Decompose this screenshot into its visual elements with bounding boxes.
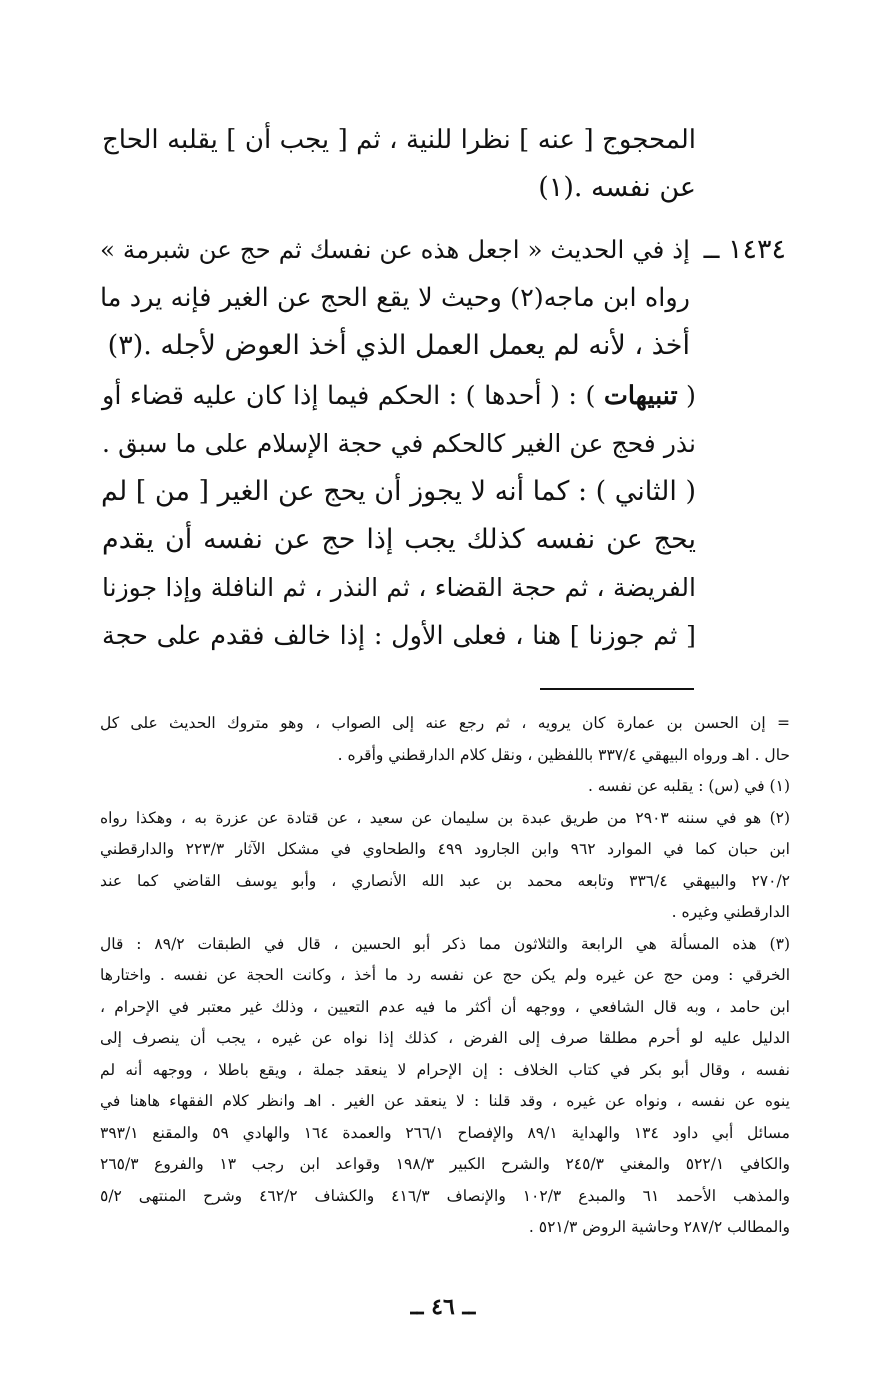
footnote-line: والمطالب ٢٨٧/٢ وحاشية الروض ٥٢١/٣ . [528, 1218, 790, 1236]
footnote-line: ينوه عن نفسه ، ونواه عن غيره ، وقد قلنا : لا ينعقد عن الغير . اهـ وانظر كلام الفقهاء هاهنا في [100, 1092, 790, 1110]
footnote-2 [100, 803, 790, 929]
footnote-continuation [100, 708, 790, 771]
footnote-line: = إن الحسن بن عمارة كان يرويه ، ثم رجع عنه إلى الصواب ، وهو متروك الحديث على كل [100, 714, 790, 732]
footnote-line: الدارقطني وغيره . [671, 903, 790, 921]
notes-heading: تنبيهات [603, 381, 678, 411]
footnote-separator [540, 688, 694, 690]
footnote-line: (٣) هذه المسألة هي الرابعة والثلاثون مما ذكر أبو الحسين ، قال في الطبقات ٨٩/٢ : قال [100, 934, 790, 953]
notes-paragraph [102, 372, 696, 660]
notes-first-line: ( أحدها ) : الحكم فيما إذا كان عليه قضاء أو [102, 381, 560, 411]
entry-body [100, 226, 690, 370]
footnote-1 [100, 771, 790, 803]
text-line: الفريضة ، ثم حجة القضاء ، ثم النذر ، ثم النافلة وإذا جوزنا [102, 573, 696, 602]
footnote-line: ابن حامد ، وبه قال الشافعي ، ووجهه أن أكثر ما فيه عدم التعيين ، وذلك غير معتبر في الإحرام ، [100, 997, 790, 1016]
text-line: أخذ ، لأنه لم يعمل العمل الذي أخذ العوض لأجله .(٣) [107, 330, 690, 361]
text-line: رواه ابن ماجه(٢) وحيث لا يقع الحج عن الغير فإنه يرد ما [100, 283, 690, 313]
footnote-line: نفسه ، وقال أبو بكر في كتاب الخلاف : إن الإحرام لا ينعقد جملة ، ويقع باطلا ، ووجهه أنه لم [100, 1060, 790, 1079]
footnote-line: ابن حبان كما في الموارد ٩٦٢ وابن الجارود ٤٩٩ والطحاوي في مشكل الآثار ٢٢٣/٣ والدارقطني [100, 840, 790, 858]
text-line: [ ثم جوزنا ] هنا ، فعلى الأول : إذا خالف فقدم على حجة [102, 621, 696, 651]
footnote-3 [100, 929, 790, 1244]
footnote-line: والكافي ٥٢٢/١ والمغني ٢٤٥/٣ والشرح الكبير ١٩٨/٣ وقواعد ابن رجب ١٣ والفروع ٢٦٥/٣ [100, 1155, 790, 1173]
footnote-line: الدليل عليه لو أحرم مطلقا صرف إلى الفرض ، كذلك إذا نواه عن غيره ، يجب أن ينصرف إلى [100, 1029, 790, 1047]
text-line: المحجوج [ عنه ] نظرا للنية ، ثم [ يجب أن ] يقلبه الحاج [102, 125, 696, 155]
text-line: ( تنبيهات ) : ( أحدها ) : الحكم فيما إذا كان عليه قضاء أو [102, 381, 697, 411]
text-line: يحج عن نفسه كذلك يجب إذا حج عن نفسه أن يقدم [102, 524, 696, 555]
footnote-line: حال . اهـ ورواه البيهقي ٣٣٧/٤ باللفظين ، ونقل كلام الدارقطني وأقره . [337, 745, 790, 764]
numbered-entry [100, 226, 786, 370]
text-line: نذر فحج عن الغير كالحكم في حجة الإسلام على ما سبق . [102, 429, 696, 458]
text-line: إذ في الحديث « اجعل هذه عن نفسك ثم حج عن شبرمة » [100, 235, 690, 264]
text-line: عن نفسه .(١) [538, 172, 696, 203]
page-number: ــ ٤٦ ــ [410, 1294, 476, 1320]
footnote-line: والمذهب الأحمد ٦١ والمبدع ١٠٢/٣ والإنصاف ٤١٦/٣ والكشاف ٤٦٢/٢ وشرح المنتهى ٥/٢ [100, 1186, 790, 1205]
entry-number: ١٤٣٤ ــ [703, 234, 786, 265]
footnote-line: الخرقي : ومن حج عن غيره ولم يكن حج عن نفسه رد ما أخذ ، وكانت الحجة عن نفسه . واختارها [100, 966, 790, 984]
footnote-line: (١) في (س) : يقلبه عن نفسه . [587, 777, 790, 795]
top-paragraph [102, 116, 696, 212]
text-line: ( الثاني ) : كما أنه لا يجوز أن يحج عن الغير [ من ] لم [101, 476, 696, 507]
footnote-line: ٢٧٠/٢ والبيهقي ٣٣٦/٤ وتابعه محمد بن عبد الله الأنصاري ، وأبو يوسف القاضي كما عند [100, 871, 790, 890]
footnotes [100, 708, 790, 1244]
footnote-line: مسائل أبي داود ١٣٤ والهداية ٨٩/١ والإفصاح ٢٦٦/١ والعمدة ١٦٤ والهادي ٥٩ والمقنع ٣٩٣/١ [100, 1123, 790, 1142]
footnote-line: (٢) هو في سننه ٢٩٠٣ من طريق عبدة بن سليمان عن سعيد ، عن قتادة عن عزرة به ، وهكذا رواه [100, 808, 791, 827]
